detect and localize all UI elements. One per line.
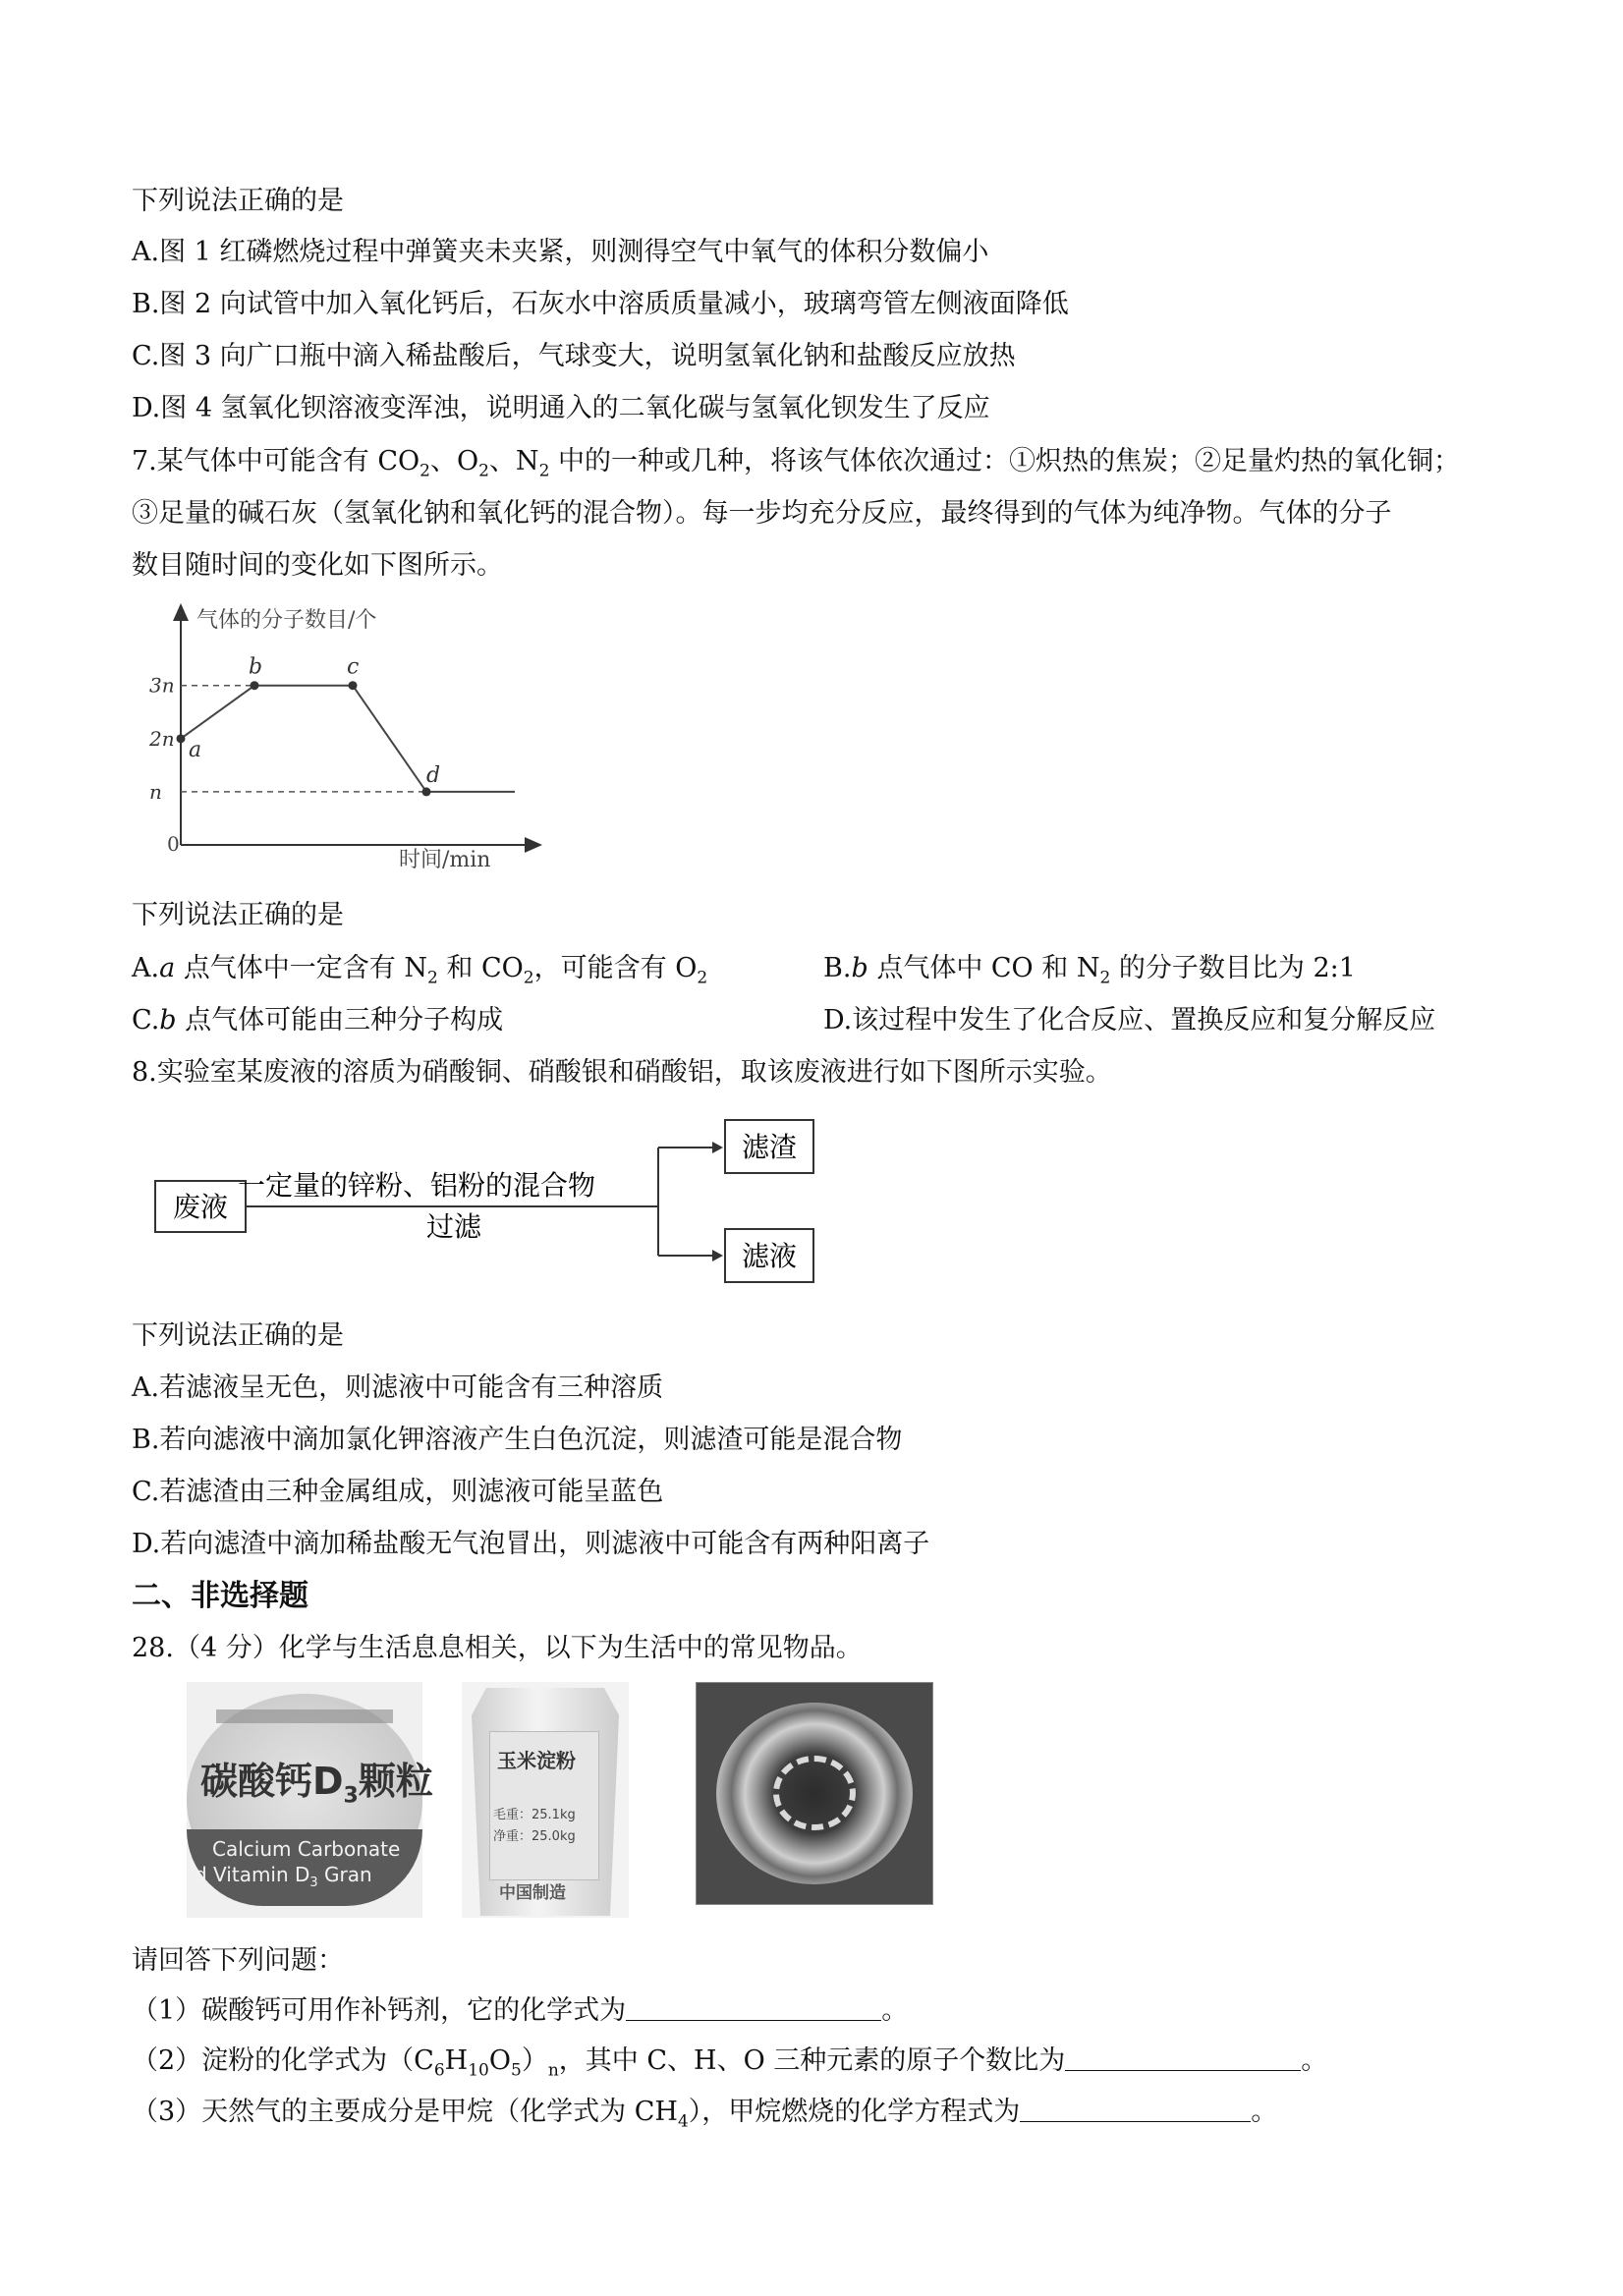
q7-line3: 数目随时间的变化如下图所示。 [132,550,503,581]
photo-calcium-tablets [187,1682,433,1918]
y-tick-label-n: n [149,779,162,804]
point-label-d: d [426,762,441,788]
y-axis-label: 气体的分子数目/个 [196,608,377,633]
photo2-title: 玉米淀粉 [497,1749,576,1772]
section-heading: 二、非选择题 [132,1579,308,1613]
flow-box-residue-label: 滤渣 [741,1131,798,1163]
point-b [251,681,259,690]
y-tick-label-3n: 3n [149,673,175,698]
molecule-count-chart [132,599,544,874]
flow-box-filtrate-label: 滤液 [741,1240,798,1272]
answer-blank-3[interactable] [1020,2096,1251,2122]
q28-part3: （3）天然气的主要成分是甲烷（化学式为 $CH_4$），甲烷燃烧的化学方程式为 。 [132,2097,1278,2132]
q6-option-c: C.图 3 向广口瓶中滴入稀盐酸后，气球变大，说明氢氧化钠和盐酸反应放热 [132,341,1016,371]
q7-option-d: D.该过程中发生了化合反应、置换反应和复分解反应 [823,1005,1436,1036]
q7-stem: 下列说法正确的是 [132,900,344,930]
photo1-title: 碳酸钙$D_3$颗粒 [200,1760,433,1809]
q7-option-c: C.b 点气体可能由三种分子构成 [132,1005,504,1036]
flow-reagent-label: 一定量的锌粉、铝粉的混合物 [237,1169,596,1202]
point-label-b: b [249,654,263,680]
q6-option-b: B.图 2 向试管中加入氧化钙后，石灰水中溶质质量减小，玻璃弯管左侧液面降低 [132,289,1069,319]
point-c [349,681,358,690]
q8-option-d: D.若向滤渣中滴加稀盐酸无气泡冒出，则滤液中可能含有两种阳离子 [132,1529,930,1559]
answer-blank-1[interactable] [626,1994,881,2021]
q7-line2: ③足量的碱石灰（氢氧化钠和氧化钙的混合物）。每一步均充分反应，最终得到的气体为纯净物。气体的分子 [132,498,1392,529]
photo-gas-burner [696,1682,933,1905]
point-a [177,734,186,743]
photo-corn-starch-bag [462,1682,629,1918]
q7-line1: 7.某气体中可能含有 $CO_2$、$O_2$、$N_2$ 中的一种或几种，将该气体依次通过：①炽热的焦炭；②足量灼热的氧化铜； [132,446,1460,481]
flow-box-waste-liquid-label: 废液 [172,1191,229,1223]
q8-option-a: A.若滤液呈无色，则滤液中可能含有三种溶质 [132,1372,664,1403]
q28-part1: （1）碳酸钙可用作补钙剂，它的化学式为 。 [132,1995,909,2026]
photo1-en-line2: d Vitamin $D_3$ Gran [195,1863,372,1890]
q28-stem: 28.（4 分）化学与生活息息相关，以下为生活中的常见物品。 [132,1633,863,1663]
x-axis-label: 时间/min [399,848,491,872]
q6-stem: 下列说法正确的是 [132,186,344,216]
answer-blank-2[interactable] [1065,2044,1301,2071]
q6-option-a: A.图 1 红磷燃烧过程中弹簧夹未夹紧，则测得空气中氧气的体积分数偏小 [132,237,989,267]
origin-label: 0 [167,832,180,856]
q8-option-b: B.若向滤液中滴加氯化钾溶液产生白色沉淀，则滤渣可能是混合物 [132,1425,903,1455]
q8-option-c: C.若滤渣由三种金属组成，则滤液可能呈蓝色 [132,1477,664,1507]
q8-flow-diagram [138,1108,845,1295]
q8-question: 下列说法正确的是 [132,1320,344,1351]
point-label-c: c [347,654,360,680]
point-label-a: a [189,737,202,762]
q28-part2: （2）淀粉的化学式为$(C_6H_{10}O_5)_n$，其中 C、H、O 三种元素的原子个数比为 。 [132,2045,1328,2081]
photo2-made-in-china: 中国制造 [499,1883,566,1903]
photo2-net-weight: 净重：25.0kg [493,1829,576,1844]
photo1-en-line1: Calcium Carbonate [212,1837,401,1861]
flow-operation-label: 过滤 [425,1210,482,1243]
q6-option-d: D.图 4 氢氧化钡溶液变浑浊，说明通入的二氧化碳与氢氧化钡发生了反应 [132,393,990,423]
photo2-gross-weight: 毛重：25.1kg [493,1808,576,1822]
q8-stem: 8.实验室某废液的溶质为硝酸铜、硝酸银和硝酸铝，取该废液进行如下图所示实验。 [132,1057,1112,1088]
point-d [422,787,431,796]
q7-option-a: A.a 点气体中一定含有 $N_2$ 和 $CO_2$，可能含有 $O_2$ [132,953,708,988]
q28-prompt: 请回答下列问题： [132,1945,344,1976]
series-line [181,686,515,792]
q7-option-b: B.b 点气体中 CO 和 $N_2$ 的分子数目比为 2:1 [823,953,1356,988]
y-tick-label-2n: 2n [149,726,175,751]
